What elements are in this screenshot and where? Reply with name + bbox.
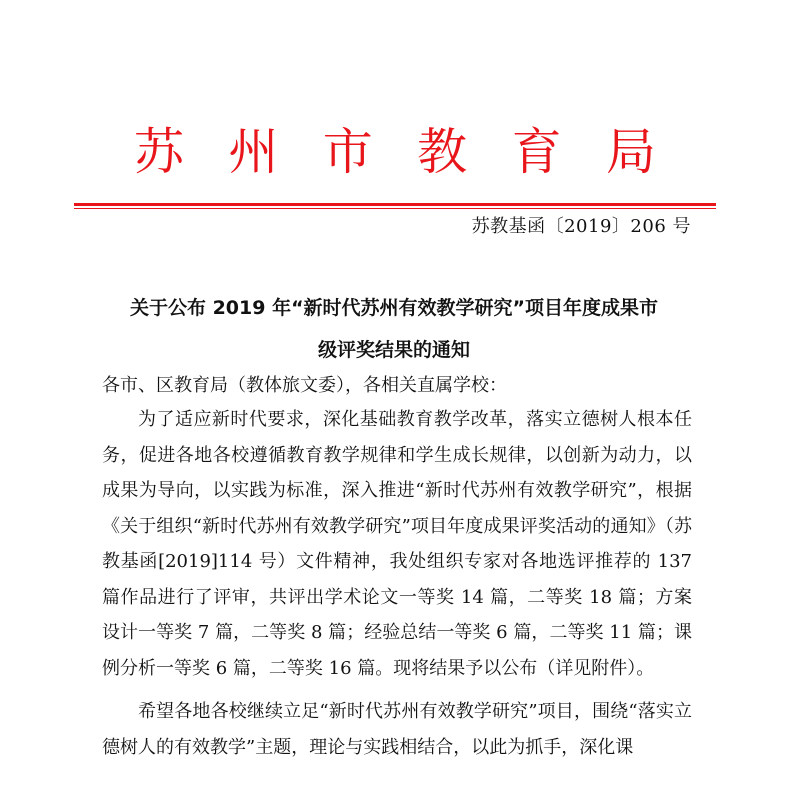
salutation: 各市、区教育局（教体旅文委），各相关直属学校： <box>102 375 507 396</box>
header-char: 市 <box>322 123 373 181</box>
header-rule-thin <box>74 208 716 209</box>
body-paragraph: 希望各地各校继续立足“新时代苏州有效教学研究”项目，围绕“落实立德树人的有效教学”主题，理论与实践相结合，以此为抓手，深化课 <box>102 701 692 758</box>
header-char: 苏 <box>134 123 184 181</box>
header-rule-thick <box>74 203 716 206</box>
notice-title <box>74 287 714 371</box>
body-paragraph: 为了适应新时代要求，深化基础教育教学改革，落实立德树人根本任务，促进各地各校遵循教育教学规律和学生成长规律，以创新为动力，以成果为导向，以实践为标准，深入推进“新时代苏州有效教学研究”，根据《关于组织“新时代苏州有效教学研究”项目年度成果评奖活动的通知》（苏教基函[2019]114 号）文件精神，我处组织专家对各地选评推荐的 137 篇作品进行了评审，共评出学术论文一等奖 14 篇，二等奖 18 篇；方案设计一等奖 7 篇，二等奖 8 篇；经验总结一等奖 6 篇，二等奖 11 篇；课例分析一等奖 6 篇，二等奖 16 篇。现将结果予以公布（详见附件）。 <box>102 409 692 679</box>
header-char: 局 <box>605 123 656 181</box>
header-char: 育 <box>511 123 562 181</box>
header-char: 州 <box>228 123 279 181</box>
issuer-header <box>74 120 714 184</box>
document-number: 苏教基函〔2019〕206 号 <box>471 216 691 237</box>
notice-body <box>102 370 692 765</box>
header-char: 教 <box>417 123 468 181</box>
notice-title-line: 关于公布 2019 年“新时代苏州有效教学研究”项目年度成果市 <box>129 297 659 319</box>
notice-title-line: 级评奖结果的通知 <box>317 339 470 361</box>
